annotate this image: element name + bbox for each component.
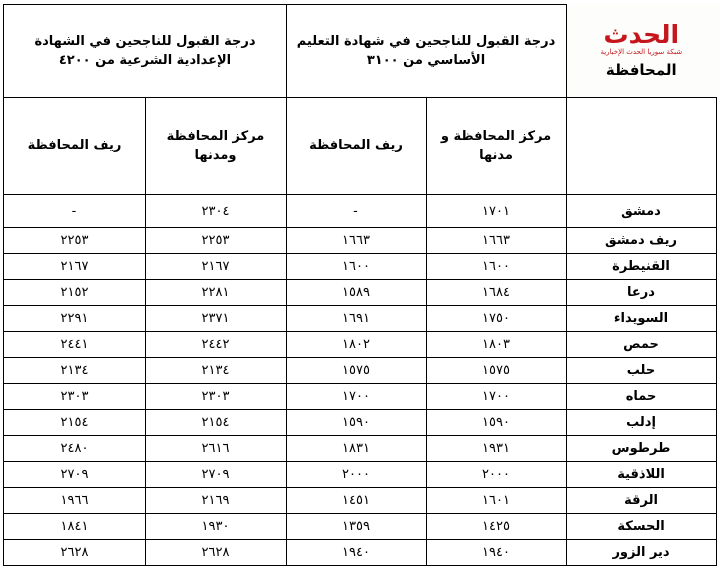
cell-sharia-rural: ٢٤٨٠ (4, 436, 145, 462)
cell-sharia-city: ٢١٦٧ (145, 254, 286, 280)
table-row (4, 540, 716, 566)
cell-sharia-rural: ٢١٣٤ (4, 358, 145, 384)
cell-basic-rural: ١٥٩٠ (286, 410, 426, 436)
cell-basic-rural: ١٥٨٩ (286, 280, 426, 306)
cell-sharia-rural: ٢١٥٢ (4, 280, 145, 306)
cell-sharia-city: ٢٢٥٣ (145, 228, 286, 254)
cell-sharia-rural: ٢١٥٤ (4, 410, 145, 436)
admission-grades-table (3, 4, 716, 566)
cell-sharia-city: ٢٤٤٢ (145, 332, 286, 358)
cell-governorate: طرطوس (566, 436, 716, 462)
table-row (4, 228, 716, 254)
cell-sharia-rural: ٢٤٤١ (4, 332, 145, 358)
cell-basic-city: ١٧٥٠ (426, 306, 566, 332)
cell-sharia-city: ٢٦٢٨ (145, 540, 286, 566)
table-row (4, 410, 716, 436)
cell-basic-city: ١٦٠٠ (426, 254, 566, 280)
cell-governorate: اللاذقية (566, 462, 716, 488)
cell-sharia-city: ٢١٣٤ (145, 358, 286, 384)
logo-cell (566, 5, 716, 98)
cell-basic-rural: - (286, 195, 426, 228)
table-row (4, 384, 716, 410)
cell-sharia-city: ١٩٣٠ (145, 514, 286, 540)
cell-governorate: دمشق (566, 195, 716, 228)
cell-sharia-city: ٢١٦٩ (145, 488, 286, 514)
cell-sharia-city: ٢٣٠٣ (145, 384, 286, 410)
cell-sharia-rural: ٢٣٠٣ (4, 384, 145, 410)
cell-governorate: الحسكة (566, 514, 716, 540)
cell-sharia-city: ٢٣٠٤ (145, 195, 286, 228)
subheader-sharia-city: مركز المحافظة ومدنها (145, 98, 286, 195)
cell-basic-rural: ١٣٥٩ (286, 514, 426, 540)
table-row (4, 332, 716, 358)
cell-basic-city: ١٥٧٥ (426, 358, 566, 384)
cell-basic-rural: ١٨٣١ (286, 436, 426, 462)
header-row-groups (4, 5, 716, 98)
table-header (4, 5, 716, 195)
header-row-subcolumns (4, 98, 716, 195)
document-page (0, 4, 720, 560)
table-row (4, 306, 716, 332)
table-row (4, 488, 716, 514)
cell-sharia-city: ٢٧٠٩ (145, 462, 286, 488)
brand-logo-subtitle: شبكة سوريا الحدث الإخبارية (600, 48, 683, 57)
cell-sharia-city: ٢١٥٤ (145, 410, 286, 436)
cell-basic-rural: ١٤٥١ (286, 488, 426, 514)
cell-basic-city: ١٧٠١ (426, 195, 566, 228)
cell-governorate: حمص (566, 332, 716, 358)
cell-governorate: القنيطرة (566, 254, 716, 280)
cell-basic-city: ١٩٤٠ (426, 540, 566, 566)
table-row (4, 358, 716, 384)
cell-basic-rural: ١٥٧٥ (286, 358, 426, 384)
cell-basic-city: ١٥٩٠ (426, 410, 566, 436)
cell-sharia-rural: ٢٦٢٨ (4, 540, 145, 566)
header-group-basic-education: درجة القبول للناجحين في شهادة التعليم الأساسي من ٣١٠٠ (286, 5, 566, 98)
cell-governorate: ريف دمشق (566, 228, 716, 254)
table-body (4, 195, 716, 566)
cell-sharia-rural: ٢١٦٧ (4, 254, 145, 280)
cell-sharia-rural: ٢٢٥٣ (4, 228, 145, 254)
subheader-basic-city: مركز المحافظة و مدنها (426, 98, 566, 195)
cell-basic-city: ١٧٠٠ (426, 384, 566, 410)
cell-sharia-city: ٢٣٧١ (145, 306, 286, 332)
cell-governorate: حلب (566, 358, 716, 384)
cell-basic-rural: ١٦٦٣ (286, 228, 426, 254)
table-row (4, 436, 716, 462)
cell-basic-city: ٢٠٠٠ (426, 462, 566, 488)
cell-basic-city: ١٨٠٣ (426, 332, 566, 358)
table-row (4, 195, 716, 228)
cell-sharia-rural: - (4, 195, 145, 228)
subheader-spacer (566, 98, 716, 195)
subheader-basic-rural: ريف المحافظة (286, 98, 426, 195)
cell-governorate: السويداء (566, 306, 716, 332)
cell-basic-rural: ١٧٠٠ (286, 384, 426, 410)
column-title-governorate: المحافظة (605, 61, 677, 80)
table-row (4, 254, 716, 280)
cell-basic-rural: ١٨٠٢ (286, 332, 426, 358)
table-row (4, 462, 716, 488)
brand-logo-mark: الحدث (603, 20, 680, 50)
cell-basic-city: ١٦٨٤ (426, 280, 566, 306)
cell-sharia-city: ٢٢٨١ (145, 280, 286, 306)
cell-sharia-city: ٢٦١٦ (145, 436, 286, 462)
table-row (4, 514, 716, 540)
cell-sharia-rural: ١٩٦٦ (4, 488, 145, 514)
subheader-sharia-rural: ريف المحافظة (4, 98, 145, 195)
cell-basic-rural: ٢٠٠٠ (286, 462, 426, 488)
cell-governorate: الرقة (566, 488, 716, 514)
cell-basic-city: ١٦٦٣ (426, 228, 566, 254)
cell-governorate: درعا (566, 280, 716, 306)
cell-governorate: إدلب (566, 410, 716, 436)
cell-basic-rural: ١٦٠٠ (286, 254, 426, 280)
cell-sharia-rural: ٢٢٩١ (4, 306, 145, 332)
table-row (4, 280, 716, 306)
cell-basic-rural: ١٦٩١ (286, 306, 426, 332)
cell-sharia-rural: ١٨٤١ (4, 514, 145, 540)
cell-sharia-rural: ٢٧٠٩ (4, 462, 145, 488)
cell-governorate: دير الزور (566, 540, 716, 566)
cell-governorate: حماه (566, 384, 716, 410)
cell-basic-city: ١٦٠١ (426, 488, 566, 514)
cell-basic-city: ١٩٣١ (426, 436, 566, 462)
cell-basic-rural: ١٩٤٠ (286, 540, 426, 566)
header-group-sharia-certificate: درجة القبول للناجحين في الشهادة الإعدادية الشرعية من ٤٢٠٠ (4, 5, 286, 98)
cell-basic-city: ١٤٢٥ (426, 514, 566, 540)
